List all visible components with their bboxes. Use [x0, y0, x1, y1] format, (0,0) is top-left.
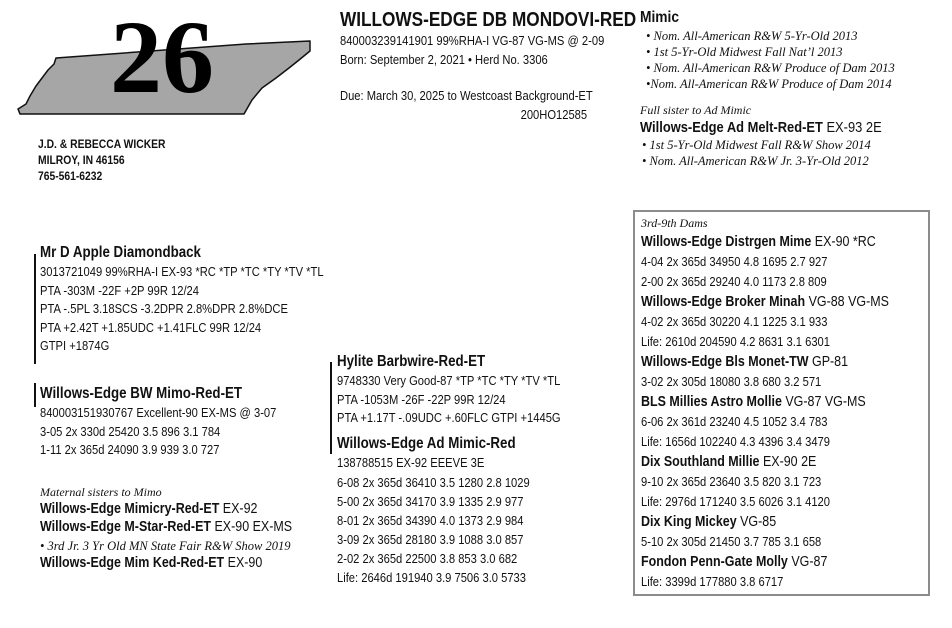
- lot-header: [14, 0, 314, 134]
- sister-heading: [640, 118, 898, 137]
- dam-line: 3-05 2x 330d 25420 3.5 896 3.1 784: [40, 423, 221, 439]
- sister-name: Willows-Edge Ad Melt-Red-ET: [640, 119, 823, 136]
- dam-entry-score: EX-90 *RC: [811, 234, 876, 250]
- dam-entry-score: GP-81: [808, 354, 849, 370]
- sister-award: • Nom. All-American R&W Jr. 3-Yr-Old 2012: [642, 154, 869, 168]
- maternal-sister: [40, 500, 298, 518]
- dam-entry-score: EX-90 2E: [759, 454, 817, 470]
- dam-entry: [641, 452, 929, 512]
- maternal-sister-score: EX-90 EX-MS: [211, 519, 293, 535]
- maternal-sister: [40, 518, 298, 536]
- owner-info: [38, 136, 186, 184]
- main-reg: 840003239141901 99%RHA-I VG-87 VG-MS @ 2-09: [340, 33, 605, 48]
- dam-entry-name: Dix Southland Millie: [641, 454, 760, 470]
- dam-entry-line: Life: 2610d 204590 4.2 8631 3.1 6301: [641, 334, 830, 349]
- main-due: Due: March 30, 2025 to Westcoast Background-ET: [340, 88, 593, 103]
- maternal-sister-score: EX-92: [219, 501, 258, 517]
- dam-entry-heading: [641, 292, 889, 312]
- dam-name: Willows-Edge BW Mimo-Red-ET: [40, 385, 243, 402]
- full-sister-label: Full sister to Ad Mimic: [640, 103, 752, 117]
- dam-entry-line: 3-02 2x 305d 18080 3.8 680 3.2 571: [641, 374, 822, 389]
- dam-entry: [641, 232, 929, 292]
- sire-line: PTA -303M -22F +2P 99R 12/24: [40, 282, 200, 298]
- mimic-block: [640, 8, 940, 169]
- dam-block: [40, 384, 340, 460]
- dam-entry-line: 5-10 2x 305d 21450 3.7 785 3.1 658: [641, 534, 822, 549]
- main-animal: [340, 8, 637, 124]
- dam-entry-line: 4-04 2x 365d 34950 4.8 1695 2.7 927: [641, 254, 828, 269]
- dam-line: 840003151930767 Excellent-90 EX-MS @ 3-07: [40, 405, 277, 420]
- dam-entry-line: Life: 2976d 171240 3.5 6026 3.1 4120: [641, 494, 830, 509]
- mimic-awards: [640, 28, 940, 92]
- dam-entry-name: Dix King Mickey: [641, 514, 737, 530]
- dam-entry: [641, 512, 929, 552]
- owner-city: MILROY, IN 46156: [38, 153, 125, 167]
- gdam-line: 6-08 2x 365d 36410 3.5 1280 2.8 1029: [337, 474, 530, 490]
- maternal-last-score: EX-90: [224, 555, 263, 571]
- gdam-line: 138788515 EX-92 EEEVE 3E: [337, 455, 485, 470]
- main-born: Born: September 2, 2021 • Herd No. 3306: [340, 51, 548, 67]
- sire-line: GTPI +1874G: [40, 338, 110, 353]
- sire-line: PTA +2.42T +1.85UDC +1.41FLC 99R 12/24: [40, 319, 262, 335]
- mgs-bracket: [330, 362, 332, 454]
- dam-entry-score: VG-87: [787, 554, 828, 570]
- gdam-line: 5-00 2x 365d 34170 3.9 1335 2.9 977: [337, 493, 524, 509]
- mgs-line: 9748330 Very Good-87 *TP *TC *TY *TV *TL: [337, 373, 561, 388]
- sister-awards: [640, 137, 940, 169]
- dam-entry-name: BLS Millies Astro Mollie: [641, 394, 782, 410]
- dam-entry-score: VG-85: [736, 514, 777, 530]
- dam-entry: [641, 352, 929, 392]
- maternal-award: • 3rd Jr. 3 Yr Old MN State Fair R&W Show 2019: [40, 539, 291, 553]
- dams-label: 3rd-9th Dams: [641, 216, 708, 230]
- sire-block: [40, 243, 340, 356]
- dam-entry-line: 2-00 2x 365d 29240 4.0 1173 2.8 809: [641, 274, 827, 289]
- dam-entry-name: Willows-Edge Broker Minah: [641, 294, 806, 310]
- maternal-last: [40, 554, 298, 572]
- maternal-sister-name: Willows-Edge Mimicry-Red-ET: [40, 501, 220, 517]
- gdam-line: 2-02 2x 365d 22500 3.8 853 3.0 682: [337, 550, 518, 566]
- sire-line: PTA -.5PL 3.18SCS -3.2DPR 2.8%DPR 2.8%DCE: [40, 301, 288, 316]
- gdam-line: Life: 2646d 191940 3.9 7506 3.0 5733: [337, 569, 526, 585]
- maternal-block: [40, 484, 340, 572]
- sire-name: Mr D Apple Diamondback: [40, 244, 201, 261]
- dam-entry-heading: [641, 392, 889, 412]
- dam-entry-score: VG-88 VG-MS: [805, 294, 889, 310]
- gdam-line: 3-09 2x 365d 28180 3.9 1088 3.0 857: [337, 531, 524, 547]
- main-due-code: 200HO12585: [520, 106, 588, 122]
- owner-name: J.D. & REBECCA WICKER: [38, 137, 166, 151]
- mgs-name: Hylite Barbwire-Red-ET: [337, 353, 486, 370]
- gdam-name: Willows-Edge Ad Mimic-Red: [337, 435, 516, 452]
- dam-entry-heading: [641, 232, 889, 252]
- dam-entry-heading: [641, 452, 889, 472]
- maternal-sister-name: Willows-Edge M-Star-Red-ET: [40, 519, 212, 535]
- dam-entry-heading: [641, 352, 889, 372]
- mgs-block: [337, 352, 637, 428]
- dam-entry-heading: [641, 512, 889, 532]
- maternal-label: Maternal sisters to Mimo: [40, 485, 162, 499]
- sister-award: • 1st 5-Yr-Old Midwest Fall R&W Show 2014: [642, 138, 871, 152]
- dam-entry-name: Willows-Edge Distrgen Mime: [641, 234, 812, 250]
- owner-phone: 765-561-6232: [38, 169, 103, 183]
- mimic-award: • Nom. All-American R&W Produce of Dam 2013: [646, 61, 895, 75]
- lot-number: 26: [110, 0, 214, 115]
- dams-box: [633, 210, 930, 596]
- dam-entry-line: 9-10 2x 365d 23640 3.5 820 3.1 723: [641, 474, 822, 489]
- dams-list: [641, 232, 929, 592]
- dam-entry: [641, 292, 929, 352]
- sire-bracket: [34, 254, 36, 364]
- mimic-title: Mimic: [640, 9, 679, 26]
- dam-entry-line: Life: 3399d 177880 3.8 6717: [641, 574, 784, 589]
- mimic-award: • Nom. All-American R&W 5-Yr-Old 2013: [646, 29, 858, 43]
- maternal-last-name: Willows-Edge Mim Ked-Red-ET: [40, 555, 225, 571]
- dam-entry-line: Life: 1656d 102240 4.3 4396 3.4 3479: [641, 434, 830, 449]
- dam-entry: [641, 392, 929, 452]
- mimic-award: •Nom. All-American R&W Produce of Dam 2014: [646, 77, 892, 91]
- gdam-line: 8-01 2x 365d 34390 4.0 1373 2.9 984: [337, 512, 524, 528]
- dam-entry-score: VG-87 VG-MS: [781, 394, 866, 410]
- dam-entry-heading: [641, 552, 889, 572]
- mgs-line: PTA +1.17T -.09UDC +.60FLC GTPI +1445G: [337, 410, 561, 425]
- sister-score: EX-93 2E: [822, 119, 882, 136]
- mimic-award: • 1st 5-Yr-Old Midwest Fall Nat’l 2013: [646, 45, 843, 59]
- mgs-line: PTA -1053M -26F -22P 99R 12/24: [337, 391, 506, 407]
- dam-bracket: [34, 383, 36, 407]
- main-name: WILLOWS-EDGE DB MONDOVI-RED: [340, 9, 637, 31]
- gdam-block: [337, 434, 637, 587]
- dam-line: 1-11 2x 365d 24090 3.9 939 3.0 727: [40, 442, 220, 457]
- dam-entry: [641, 552, 929, 592]
- dam-entry-line: 4-02 2x 365d 30220 4.1 1225 3.1 933: [641, 314, 828, 329]
- dam-entry-name: Fondon Penn-Gate Molly: [641, 554, 788, 570]
- dam-entry-name: Willows-Edge Bls Monet-TW: [641, 354, 809, 370]
- dam-entry-line: 6-06 2x 361d 23240 4.5 1052 3.4 783: [641, 414, 828, 429]
- sire-line: 3013721049 99%RHA-I EX-93 *RC *TP *TC *TY *TV *TL: [40, 264, 324, 279]
